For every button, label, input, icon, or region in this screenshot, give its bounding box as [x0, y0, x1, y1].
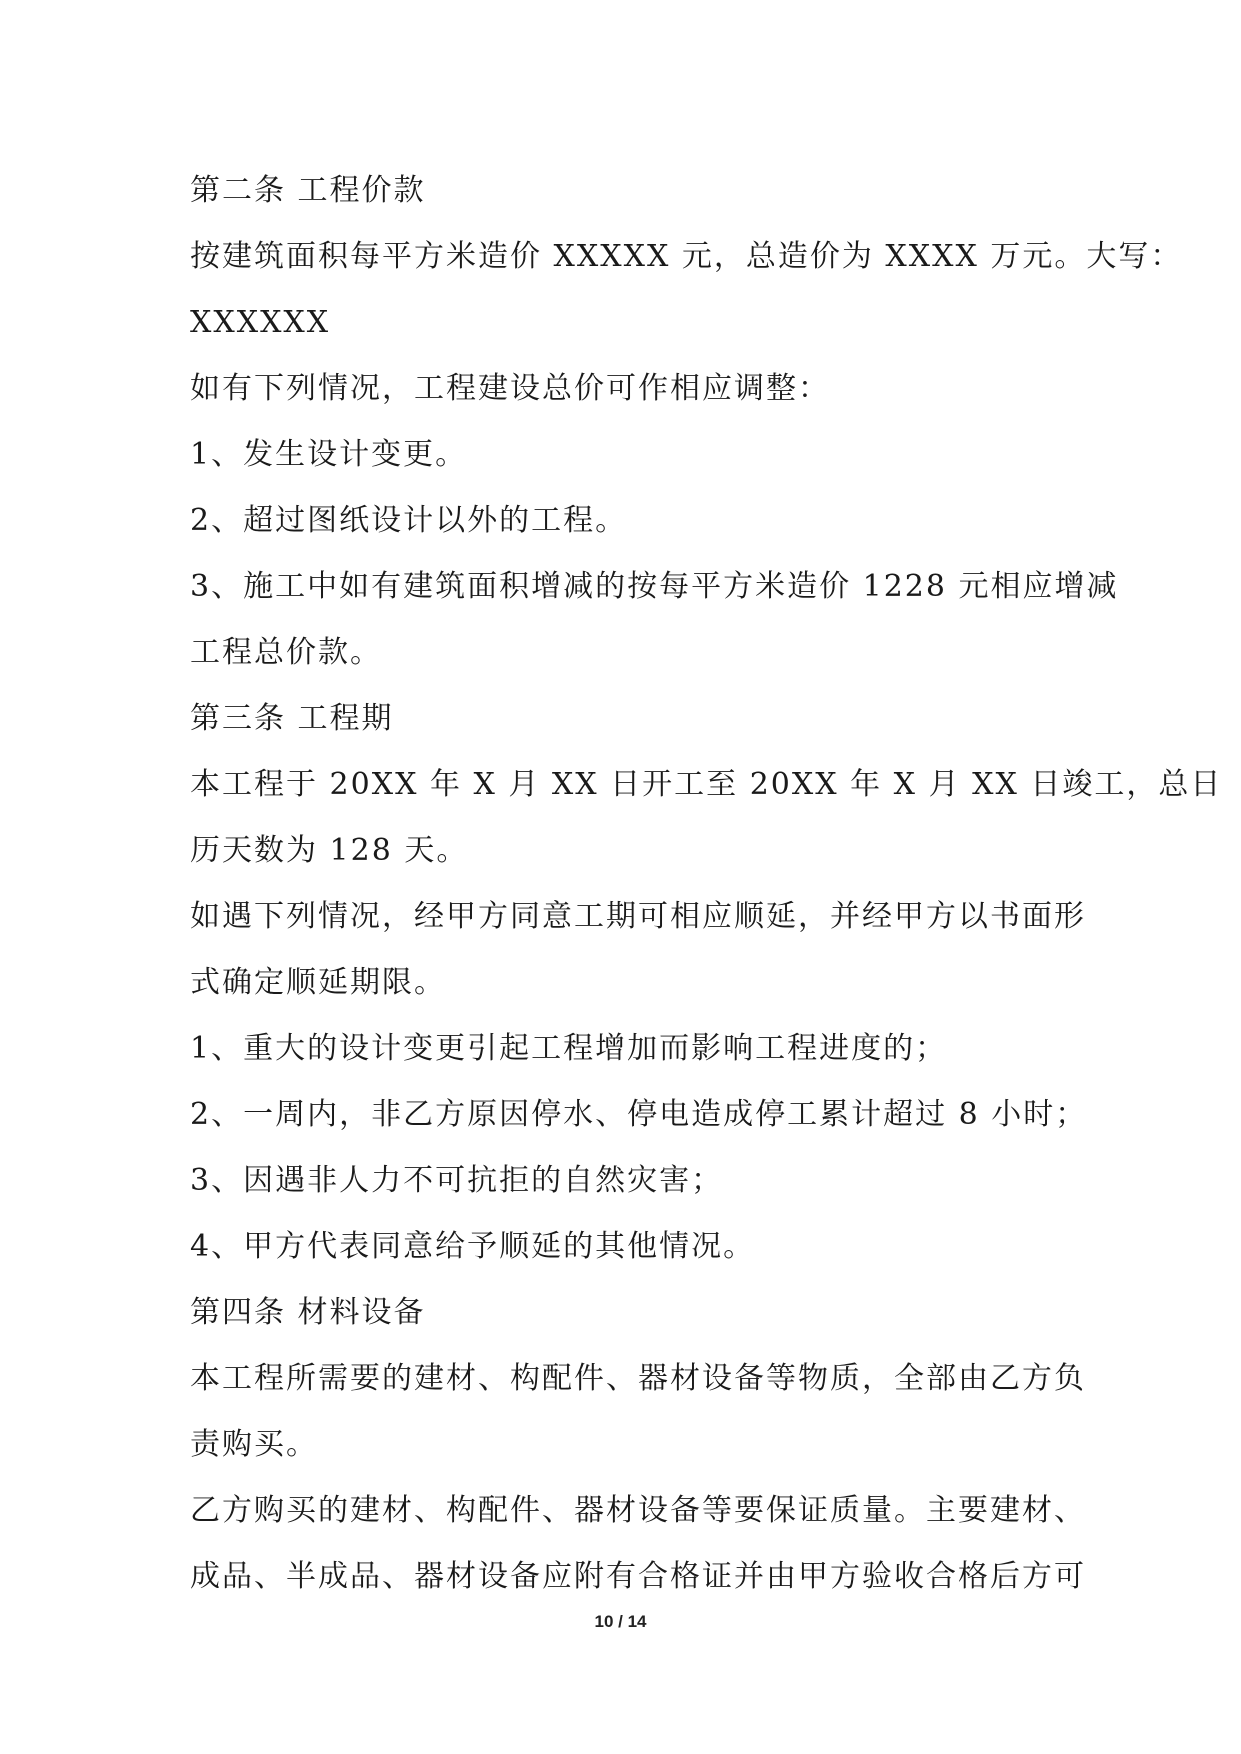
article-heading: 第三条 工程期: [190, 701, 394, 736]
list-item: 3、因遇非人力不可抗拒的自然灾害；: [190, 1163, 724, 1198]
paragraph-line: 乙方购买的建材、构配件、器材设备等要保证质量。主要建材、: [190, 1493, 1086, 1528]
list-item: 4、甲方代表同意给予顺延的其他情况。: [190, 1229, 756, 1264]
paragraph-line: 历天数为 128 天。: [190, 833, 469, 868]
paragraph-line: 责购买。: [190, 1427, 318, 1462]
list-item: 3、施工中如有建筑面积增减的按每平方米造价 1228 元相应增减: [190, 569, 1119, 604]
list-item: 2、一周内，非乙方原因停水、停电造成停工累计超过 8 小时；: [190, 1097, 1088, 1132]
list-item: 1、发生设计变更。: [190, 437, 468, 472]
paragraph-line: 工程总价款。: [190, 635, 382, 670]
article-heading: 第二条 工程价款: [190, 173, 426, 208]
list-item: 1、重大的设计变更引起工程增加而影响工程进度的；: [190, 1031, 948, 1066]
article-heading: 第四条 材料设备: [190, 1295, 426, 1330]
document-body: [190, 158, 1223, 1610]
paragraph-line: XXXXXX: [190, 305, 331, 340]
list-item: 2、超过图纸设计以外的工程。: [190, 503, 628, 538]
paragraph-line: 成品、半成品、器材设备应附有合格证并由甲方验收合格后方可: [190, 1559, 1086, 1594]
paragraph-line: 如有下列情况，工程建设总价可作相应调整：: [190, 371, 830, 406]
paragraph-line: 式确定顺延期限。: [190, 965, 446, 1000]
paragraph-line: 本工程所需要的建材、构配件、器材设备等物质，全部由乙方负: [190, 1361, 1086, 1396]
paragraph-line: 按建筑面积每平方米造价 XXXXX 元，总造价为 XXXX 万元。大写：: [190, 239, 1183, 274]
paragraph-line: 本工程于 20XX 年 X 月 XX 日开工至 20XX 年 X 月 XX 日竣工，总日: [190, 767, 1223, 802]
page-number: 10 / 14: [594, 1612, 647, 1631]
paragraph-line: 如遇下列情况，经甲方同意工期可相应顺延，并经甲方以书面形: [190, 899, 1086, 934]
